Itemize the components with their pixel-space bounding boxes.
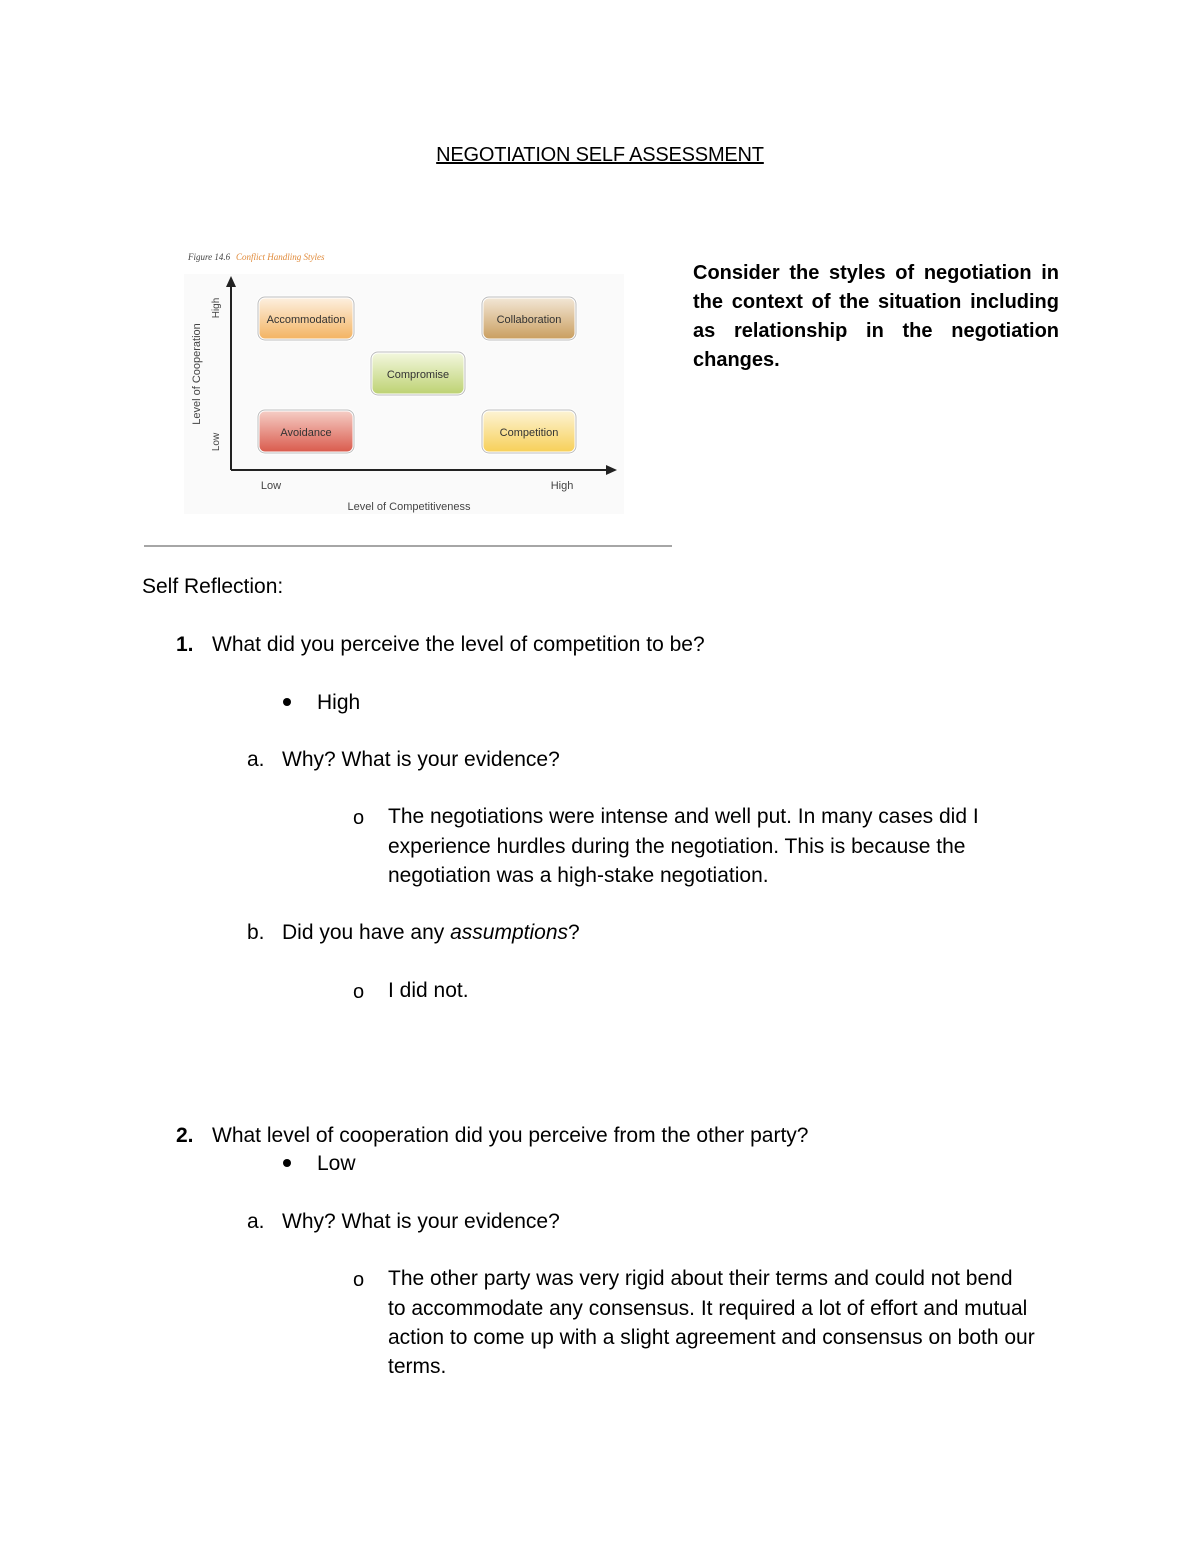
reflection-heading: Self Reflection: <box>142 575 284 598</box>
q1-number: 1. <box>176 633 194 656</box>
q1-answer-bullet <box>283 698 291 706</box>
q1b-answer: I did not. <box>388 979 469 1002</box>
y-high-label: High <box>211 297 222 319</box>
style-label-avoidance: Avoidance <box>280 427 332 439</box>
figure-caption-title: Conflict Handling Styles <box>236 252 325 262</box>
y-low-label: Low <box>211 432 222 452</box>
x-low-label: Low <box>260 480 282 492</box>
style-box-collaboration <box>482 297 576 340</box>
q2a-answer-line3: action to come up with a slight agreement and consensus on both our <box>388 1326 1035 1349</box>
q1a-circle-bullet: o <box>353 807 365 829</box>
style-label-compromise: Compromise <box>386 369 450 381</box>
q2-answer: Low <box>317 1152 356 1175</box>
style-label-competition: Competition <box>499 427 559 439</box>
q1a-answer-line2: experience hurdles during the negotiation. This is because the <box>388 835 966 858</box>
q1b-question-prefix: Did you have any <box>282 921 451 944</box>
q1b-circle-bullet: o <box>353 981 365 1003</box>
q1a-answer-line1: The negotiations were intense and well put. In many cases did I <box>388 805 979 828</box>
style-label-collaboration: Collaboration <box>496 314 562 326</box>
q1-question: What did you perceive the level of competition to be? <box>212 633 705 656</box>
q1a-marker: a. <box>247 748 265 771</box>
style-box-compromise <box>371 352 465 395</box>
q2-question: What level of cooperation did you perceive from the other party? <box>212 1124 809 1147</box>
page-title: NEGOTIATION SELF ASSESSMENT <box>436 144 764 166</box>
style-label-accommodation: Accommodation <box>266 314 346 326</box>
x-axis-label: Level of Competitiveness <box>347 501 471 513</box>
figure-caption-number: Figure 14.6 <box>188 252 231 262</box>
q2a-marker: a. <box>247 1210 265 1233</box>
q2a-answer-line4: terms. <box>388 1355 447 1378</box>
q1b-marker: b. <box>247 921 265 944</box>
q2a-circle-bullet: o <box>353 1269 365 1291</box>
q1b-question-emphasis: assumptions <box>450 921 568 944</box>
conflict-styles-figure <box>180 248 628 518</box>
q1b-question-suffix: ? <box>568 921 580 944</box>
intro-paragraph: Consider the styles of negotiation in the context of the situation including as relationship in the negotiation changes. <box>693 262 1059 371</box>
q1a-question: Why? What is your evidence? <box>282 748 560 771</box>
style-box-competition <box>482 410 576 453</box>
q1a-answer-line3: negotiation was a high-stake negotiation. <box>388 864 769 887</box>
q1b-question <box>282 918 580 948</box>
style-box-avoidance <box>258 410 354 453</box>
x-high-label: High <box>550 480 574 492</box>
q2a-question: Why? What is your evidence? <box>282 1210 560 1233</box>
q2-answer-bullet <box>283 1159 291 1167</box>
q1-answer: High <box>317 691 361 714</box>
section-divider <box>144 545 672 547</box>
q2a-answer-line1: The other party was very rigid about their terms and could not bend <box>388 1267 1013 1290</box>
y-axis-label: Level of Cooperation <box>191 323 203 425</box>
q2-number: 2. <box>176 1124 194 1147</box>
style-box-accommodation <box>258 297 354 340</box>
q2a-answer-line2: to accommodate any consensus. It required a lot of effort and mutual <box>388 1297 1028 1320</box>
